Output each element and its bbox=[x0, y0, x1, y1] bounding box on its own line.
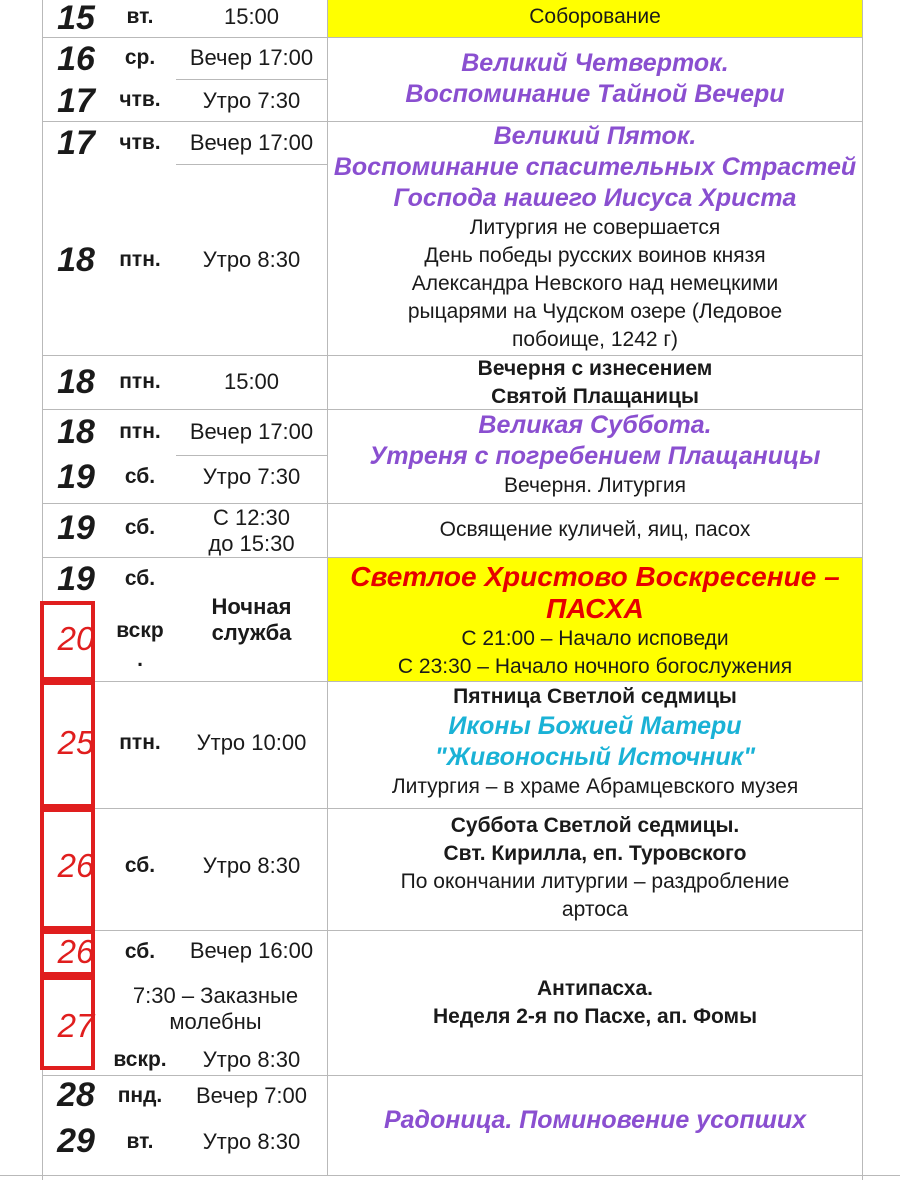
service-time: Вечер 16:00 bbox=[189, 938, 314, 963]
event-cell bbox=[328, 812, 862, 924]
day-number: 29 bbox=[57, 1122, 95, 1160]
weekday: птн. bbox=[119, 420, 161, 443]
service-time: Утро 7:30 bbox=[202, 88, 301, 113]
weekday: вскр bbox=[116, 619, 164, 642]
event-title: Суббота Светлой седмицы. bbox=[450, 814, 740, 837]
time-divider bbox=[176, 455, 327, 456]
service-time: Утро 8:30 bbox=[202, 247, 301, 272]
time-divider bbox=[176, 164, 327, 165]
event-cell bbox=[328, 3, 862, 31]
feast-title-red: Светлое Христово Воскресение – bbox=[350, 561, 840, 592]
weekday: сб. bbox=[124, 516, 156, 539]
day-number-red: 20 bbox=[57, 620, 95, 657]
service-time: Вечер 7:00 bbox=[195, 1083, 308, 1108]
weekday: чтв. bbox=[119, 88, 161, 111]
event-cell bbox=[328, 516, 862, 544]
weekday-dot: . bbox=[137, 648, 143, 671]
event-cell bbox=[328, 975, 862, 1031]
event-title: Соборование bbox=[529, 5, 661, 28]
day-number: 17 bbox=[57, 124, 95, 162]
weekday: сб. bbox=[124, 854, 156, 877]
service-time: 15:00 bbox=[223, 369, 280, 394]
row-divider bbox=[42, 557, 862, 558]
day-number-red: 26 bbox=[57, 847, 95, 884]
row-divider bbox=[42, 930, 862, 931]
table-bottom bbox=[0, 1175, 900, 1176]
day-number: 19 bbox=[57, 509, 95, 547]
weekday: ср. bbox=[124, 46, 156, 69]
event-line: артоса bbox=[561, 898, 629, 921]
service-time: Вечер 17:00 bbox=[189, 130, 314, 155]
day-number: 19 bbox=[57, 560, 95, 598]
service-time bbox=[104, 983, 327, 1035]
day-number: 17 bbox=[57, 82, 95, 120]
event-cell bbox=[328, 410, 862, 500]
grid-right bbox=[862, 0, 863, 1180]
service-time: Утро 7:30 bbox=[202, 464, 301, 489]
event-cell bbox=[328, 1105, 862, 1136]
service-time: Утро 10:00 bbox=[196, 730, 307, 755]
event-line: С 23:30 – Начало ночного богослужения bbox=[397, 655, 793, 678]
event-line: По окончании литургии – раздробление bbox=[400, 870, 790, 893]
time-line: до 15:30 bbox=[208, 531, 295, 556]
service-time: Утро 8:30 bbox=[202, 1047, 301, 1072]
service-time: Утро 8:30 bbox=[202, 1129, 301, 1154]
time-line: 7:30 – Заказные bbox=[132, 983, 299, 1008]
time-divider bbox=[176, 79, 327, 80]
feast-title: Воспоминание спасительных Страстей bbox=[333, 153, 857, 181]
event-cell bbox=[328, 683, 862, 801]
event-line: Литургия не совершается bbox=[469, 216, 721, 239]
event-line: Литургия – в храме Абрамцевского музея bbox=[391, 775, 799, 798]
weekday: чтв. bbox=[119, 131, 161, 154]
weekday: вт. bbox=[126, 5, 154, 28]
weekday: сб. bbox=[124, 940, 156, 963]
event-line: Вечерня. Литургия bbox=[504, 474, 686, 497]
day-number: 18 bbox=[57, 241, 95, 279]
time-line: С 12:30 bbox=[212, 505, 291, 530]
feast-title: Господа нашего Иисуса Христа bbox=[393, 184, 797, 212]
event-title: Святой Плащаницы bbox=[491, 385, 699, 408]
service-time: Вечер 17:00 bbox=[189, 45, 314, 70]
time-line: молебны bbox=[169, 1009, 262, 1034]
event-title: Пятница Светлой седмицы bbox=[453, 685, 737, 708]
time-line: служба bbox=[211, 620, 292, 645]
weekday: пнд. bbox=[117, 1084, 163, 1107]
row-divider bbox=[42, 503, 862, 504]
day-number: 15 bbox=[57, 0, 95, 37]
feast-title: Воспоминание Тайной Вечери bbox=[405, 80, 785, 108]
event-line: Освящение куличей, яиц, пасох bbox=[439, 518, 751, 541]
service-time: Вечер 17:00 bbox=[189, 419, 314, 444]
row-divider bbox=[42, 37, 862, 38]
time-line: Ночная bbox=[211, 594, 292, 619]
service-time: Утро 8:30 bbox=[202, 853, 301, 878]
weekday: птн. bbox=[119, 731, 161, 754]
event-title: Свт. Кирилла, еп. Туровского bbox=[443, 842, 747, 865]
feast-title: Великий Четверток. bbox=[461, 49, 729, 77]
event-title: Вечерня с изнесением bbox=[477, 357, 713, 380]
feast-title: Великий Пяток. bbox=[493, 122, 697, 150]
weekday: птн. bbox=[119, 370, 161, 393]
weekday: птн. bbox=[119, 248, 161, 271]
weekday: сб. bbox=[124, 465, 156, 488]
event-cell bbox=[328, 355, 862, 411]
row-divider bbox=[42, 681, 862, 682]
service-time: 15:00 bbox=[223, 4, 280, 29]
weekday: сб. bbox=[124, 567, 156, 590]
event-title: Неделя 2-я по Пасхе, ап. Фомы bbox=[432, 1005, 758, 1028]
event-line: С 21:00 – Начало исповеди bbox=[461, 627, 729, 650]
day-number: 19 bbox=[57, 458, 95, 496]
day-number-red: 27 bbox=[57, 1007, 95, 1044]
feast-title: Утреня с погребением Плащаницы bbox=[369, 442, 821, 470]
service-time bbox=[176, 505, 327, 557]
row-divider bbox=[42, 1075, 862, 1076]
event-title: Антипасха. bbox=[536, 977, 653, 1000]
row-divider bbox=[42, 808, 862, 809]
event-line: побоище, 1242 г) bbox=[511, 328, 679, 351]
event-line: Александра Невского над немецкими bbox=[411, 272, 779, 295]
feast-title-cyan: "Живоносный Источник" bbox=[434, 743, 756, 771]
event-cell bbox=[328, 561, 862, 681]
day-number-red: 26 bbox=[57, 933, 95, 970]
event-cell bbox=[328, 48, 862, 110]
day-number-red: 25 bbox=[57, 724, 95, 761]
feast-title: Великая Суббота. bbox=[478, 411, 712, 439]
day-number: 18 bbox=[57, 413, 95, 451]
event-line: рыцарями на Чудском озере (Ледовое bbox=[407, 300, 783, 323]
event-cell bbox=[328, 121, 862, 354]
service-time bbox=[176, 594, 327, 646]
day-number: 16 bbox=[57, 40, 95, 78]
weekday: вскр. bbox=[113, 1048, 167, 1071]
event-line: День победы русских воинов князя bbox=[424, 244, 766, 267]
feast-title-cyan: Иконы Божией Матери bbox=[448, 712, 742, 740]
feast-title: Радоница. Поминовение усопших bbox=[383, 1106, 807, 1134]
feast-title-red: ПАСХА bbox=[546, 593, 644, 624]
weekday: вт. bbox=[126, 1130, 154, 1153]
day-number: 18 bbox=[57, 363, 95, 401]
day-number: 28 bbox=[57, 1076, 95, 1114]
